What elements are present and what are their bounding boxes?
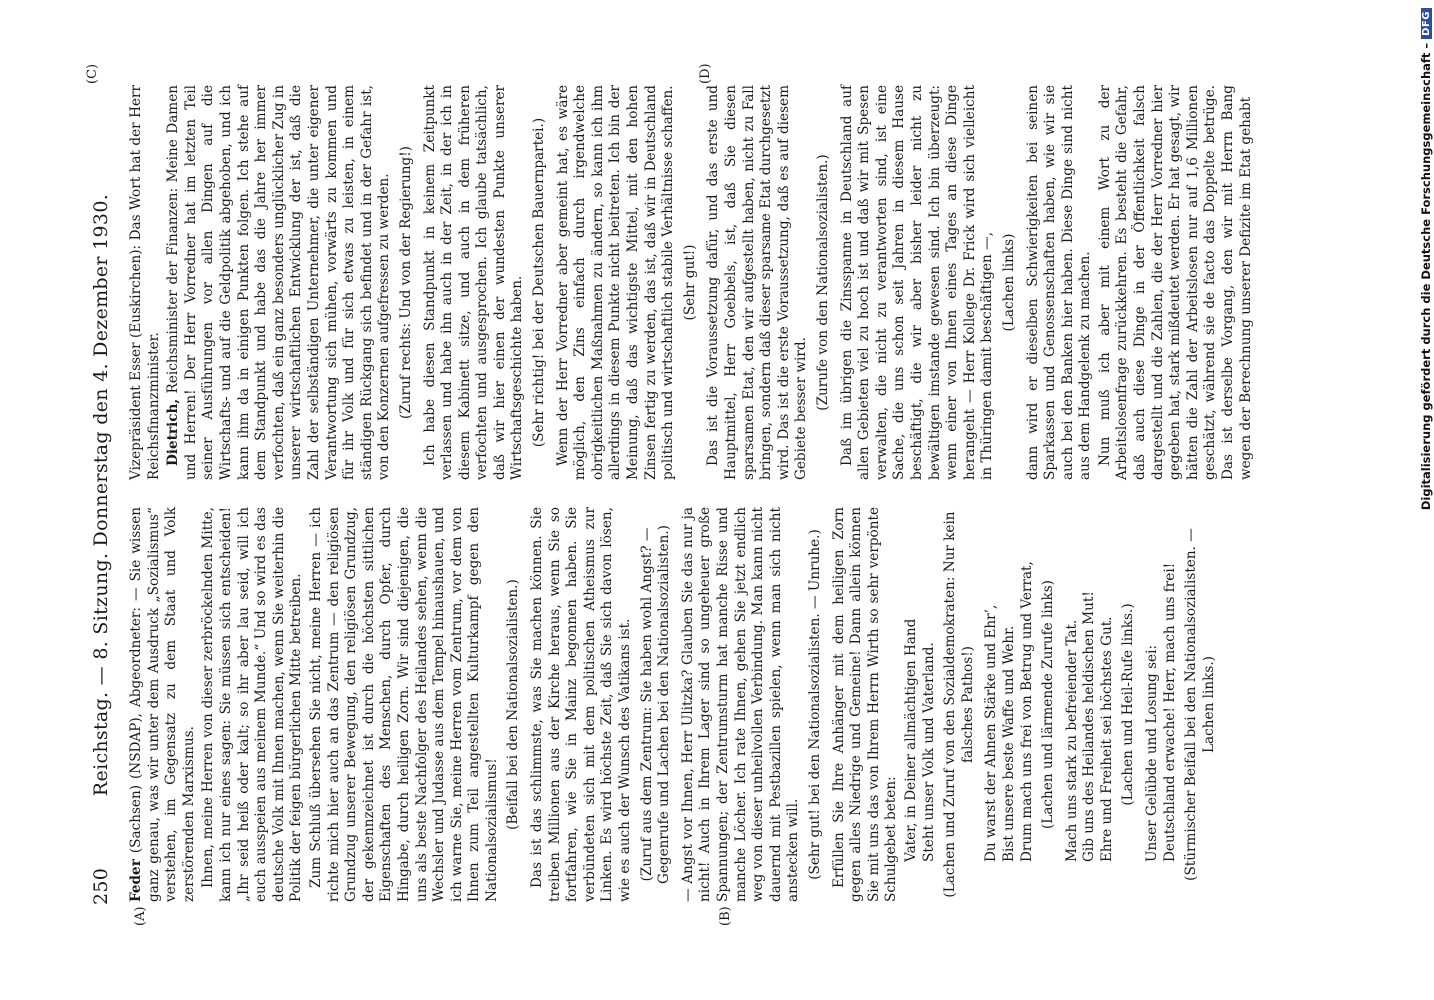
paragraph-text: (Zuruf rechts: Und von der Regierung!)	[397, 146, 414, 419]
paragraph-text: Ich habe diesen Standpunkt in keinem Zeitpunkt verlassen und habe ihn auch in der Zeit, in der ich in diesem Kabinett sitze, und auch in dem früheren verfochten und ausgesprochen. Ich glaube tatsächlich, daß wir hier einen der wundesten Punkte unserer Wirtschaftsgeschichte haben.	[421, 85, 526, 480]
interjection	[1001, 85, 1019, 480]
paragraph	[680, 507, 803, 902]
paragraph-text: Unser Gelübde und Losung sei:	[1144, 644, 1161, 862]
interjection	[942, 507, 977, 902]
paragraph-text: (Zurufe von den Nationalsozialisten.)	[814, 154, 831, 411]
paragraph-text: Reichsminister der Finanzen: Meine Damen und Herren! Der Herr Vorredner hat im letzten Teil seiner Ausführungen vor allen Dingen auf die Wirtschafts- und auf die Geldpolitik abgehoben, und ich kann ihm da in einigen Punkten folgen. Ich stehe auf dem Standpunkt und habe das die Jahre her immer verfochten, daß ein ganz besonders unglücklicher Zug in unserer wirtschaftlichen Entwicklung der ist, daß die Zahl der selbständigen Unternehmer, die unter eigener Verantwortung sich mühen, vorwärts zu kommen und für ihr Volk und für sich etwas zu leisten, in einem ständigen Rückgang sich befindet und in der Gefahr ist, von den Konzernen aufgefressen zu werden.	[165, 85, 393, 480]
interjection	[815, 85, 833, 480]
speaker-name: Feder	[128, 859, 144, 902]
paragraph-text: Deutschland erwache! Herr, mach uns frei!	[1161, 562, 1178, 862]
paragraph	[839, 85, 997, 480]
interjection	[682, 85, 700, 480]
dfg-sidebar	[1417, 8, 1434, 698]
interjection	[1040, 507, 1058, 902]
paragraph-text: Daß im übrigen die Zinsspanne in Deutschland auf allen Gebieten viel zu hoch ist und daß wir mit Spesen verwalten, die nicht zu verantworten sind, ist eine Sache, die uns schon seit Jahren in diesem Hause beschäftigt, die wir aber bisher leider nicht zu bewältigen imstande gewesen sind. Ich bin überzeugt: wenn einer von Ihnen eines Tages an diese Dinge herangeht — Herr Kollege Dr. Frick wird sich vielleicht in Thüringen damit beschäftigen —,	[838, 85, 996, 480]
interjection	[1120, 507, 1138, 902]
interjection	[531, 85, 549, 480]
dfg-logo: DFG	[1421, 8, 1432, 39]
verse-line	[1019, 507, 1037, 902]
paragraph-text: Wenn der Herr Vorredner aber gemeint hat, es wäre möglich, den Zins einfach durch irgendwelche obrigkeitlichen Maßnahmen zu ändern, so kann ich ihm allerdings in diesem Punkte nicht beitreten. Ich bin der Meinung, daß das wichtigste Mittel, mit den hohen Zinsen fertig zu werden, das ist, daß wir in Deutschland politisch und wirtschaftlich stabile Verhältnisse schaffen.	[554, 85, 677, 480]
paragraph	[555, 85, 678, 480]
paragraph-text: (Stürmischer Beifall bei den Nationalsozialisten. — Lachen links.)	[1183, 528, 1217, 881]
paragraph-text: (Beifall bei den Nationalsozialisten.)	[505, 579, 522, 830]
paragraph-text: Vizepräsident Esser (Euskirchen): Das Wort hat der Herr Reichsfinanzminister.	[128, 85, 162, 480]
paragraph-text: (Sehr gut! bei den Nationalsozialisten. — Unruhe.)	[806, 529, 823, 880]
paragraph	[705, 85, 811, 480]
paragraph-text: Mach uns stark zu befreiender Tat.	[1063, 619, 1080, 862]
verse-line	[1099, 507, 1117, 902]
paragraph-text: (Lachen links)	[1000, 233, 1017, 332]
paragraph-text: Nun muß ich aber mit einem Wort zu der Arbeitslosenfrage zurückkehren. Es besteht die Gefahr, daß auch diese Dinge in der Öffentlichkeit falsch dargestellt und die Zahlen, die der Herr Vorredner hier gegeben hat, stark mißdeutet werden. Er hat gesagt, wir hätten die Zahl der Arbeitslosen nur auf 1,6 Millionen geschätzt, während sie de facto das Doppelte betrüge. Das ist derselbe Vorgang, den wir mit Herrn Bang wegen der Berechnung unserer Defizite im Etat gehabt	[1096, 85, 1254, 480]
interjection	[398, 85, 416, 480]
paragraph-text: (Lachen und lärmende Zurufe links)	[1040, 580, 1057, 829]
paragraph-text: (Lachen und Heil-Rufe links.)	[1120, 603, 1137, 806]
paragraph-text: Vater, in Deiner allmächtigen Hand	[902, 618, 919, 862]
paragraph	[1025, 85, 1095, 480]
verse-line	[1144, 507, 1162, 902]
paragraph	[529, 507, 635, 902]
paragraph-text: Bist unsere beste Waffe und Wehr.	[1000, 625, 1017, 862]
paragraph	[128, 507, 198, 902]
right-column	[128, 85, 1257, 480]
paragraph-text: Drum mach uns frei von Betrug und Verrat,	[1018, 561, 1035, 862]
interjection	[1183, 507, 1218, 902]
interjection	[639, 507, 674, 902]
margin-mark-a: (A)	[133, 906, 148, 926]
verse-line	[1001, 507, 1019, 902]
margin-mark-c: (C)	[85, 63, 100, 84]
running-title: Reichstag. — 8. Sitzung. Donnerstag den 4. Dezember 1930.	[90, 193, 112, 797]
paragraph	[200, 507, 306, 902]
paragraph-text: (Lachen und Zuruf von den Sozialdemokraten: Nur kein falsches Pathos!)	[942, 511, 976, 898]
paragraph-text: (Zuruf aus dem Zentrum: Sie haben wohl Angst? — Gegenrufe und Lachen bei den Nationalsozialisten.)	[638, 525, 673, 884]
paragraph-text: Ihnen, meine Herren von dieser zerbröckelnden Mitte, kann ich nur eines sagen: Sie müssen sich entscheiden! „Ihr seid heiß oder kalt; so ihr aber lau seid, will ich euch ausspeien aus meinem Munde.“ Und so wird es das deutsche Volk mit Ihnen machen, wenn Sie weiterhin die Politik der feigen bürgerlichen Mitte betreiben.	[200, 507, 305, 902]
paragraph	[128, 85, 163, 480]
verse-line	[1064, 507, 1082, 902]
verse-line	[983, 507, 1001, 902]
page-number: 250	[90, 867, 112, 905]
paragraph-text: Erfüllen Sie Ihre Anhänger mit dem heiligen Zorn gegen alles Niedrige und Gemeine! Dann allein können Sie mit uns das von Ihrem Herrn Wirth so sehr verpönte Schulgebet beten:	[830, 507, 900, 902]
paragraph	[308, 507, 502, 902]
margin-mark-d: (D)	[698, 63, 713, 84]
dfg-note-text: Digitalisierung gefördert durch die Deutsche Forschungsgemeinschaft –	[1419, 42, 1433, 511]
paragraph-text: dann wird er dieselben Schwierigkeiten bei seinen Sparkassen und Genossenschaften haben, wie wir sie auch bei den Banken hier haben. Diese Dinge sind nicht aus dem Handgelenk zu machen.	[1024, 85, 1094, 480]
paragraph-text: Das ist die Voraussetzung dafür, und das erste und Hauptmittel, Herr Goebbels, ist, daß Sie diesen sparsamen Etat, den wir aufgestellt haben, nicht zu Fall bringen, sondern daß dieser sparsame Etat durchgesetzt wird. Das ist die erste Voraussetzung, daß es auf diesem Gebiete besser wird.	[705, 85, 810, 480]
paragraph-text: (Sehr gut!)	[681, 244, 698, 321]
verse-line	[903, 507, 921, 902]
speaker-name: Dietrich,	[165, 398, 182, 466]
interjection	[807, 507, 825, 902]
verse-line	[1162, 507, 1180, 902]
paragraph-text: Ehre und Freiheit sei höchstes Gut.	[1098, 616, 1115, 862]
paragraph-text: Du warst der Ahnen Stärke und Ehr’,	[983, 604, 1000, 862]
page-header	[90, 85, 120, 905]
paragraph	[1097, 85, 1255, 480]
paragraph-text: — Angst vor Ihnen, Herr Ulitzka? Glauben Sie das nur ja nicht! Auch in Ihrem Lager sind so ungeheuer große Spannungen; der Zentrumsturm hat manche Risse und manche Löcher. Ich rate Ihnen, gehen Sie jetzt endlich weg von dieser unheilvollen Verbindung. Man kann nicht dauernd mit Pestbazillen spielen, wenn man sich nicht anstecken will.	[679, 507, 802, 902]
left-column	[128, 507, 1224, 902]
interjection	[505, 507, 523, 902]
paragraph-text: Gib uns des Heilandes heldischen Mut!	[1081, 591, 1098, 862]
paragraph	[165, 85, 394, 480]
paragraph-text: (Sachsen) (NSDAP), Abgeordneter: — Sie wissen ganz genau, was wir unter dem Ausdruck „Sozialismus“ verstehen, im Gegensatz zu dem Staat und Volk zerstörenden Marxismus.	[128, 507, 197, 902]
paragraph-text: Steht unser Volk und Vaterland.	[920, 642, 937, 862]
paragraph-text: Zum Schluß übersehen Sie nicht, meine Herren — ich richte mich hier auch an das Zentrum — den religiösen Grundzug unserer Bewegung, den religiösen Grundzug, der gekennzeichnet ist durch die höchsten sittlichen Eigenschaften des Menschen, durch Opfer, durch Hingabe, durch heiligen Zorn. Wir sind diejenigen, die uns als beste Nachfolger des Heilandes sehen, wenn die Wechsler und Judasse aus dem Tempel hinaushauen, und ich warne Sie, meine Herren vom Zentrum, vor dem von Ihnen zum Teil angestellten Kulturkampf gegen den Nationalsozialismus!	[307, 507, 500, 902]
dfg-note	[1417, 8, 1434, 698]
verse-line	[1081, 507, 1099, 902]
paragraph	[422, 85, 528, 480]
paragraph-text: Das ist das schlimmste, was Sie machen können. Sie treiben Millionen aus der Kirche heraus, wenn Sie so fortfahren, wie Sie in Mainz begonnen haben. Sie verbündeten sich mit dem politischen Atheismus zur Linken. Es wird höchste Zeit, daß Sie sich davon lösen, wie es auch der Wunsch des Vatikans ist.	[529, 507, 634, 902]
paragraph	[831, 507, 901, 902]
paragraph-text: (Sehr richtig! bei der Deutschen Bauernpartei.)	[531, 117, 548, 448]
margin-mark-b: (B)	[718, 906, 733, 926]
verse-line	[921, 507, 939, 902]
